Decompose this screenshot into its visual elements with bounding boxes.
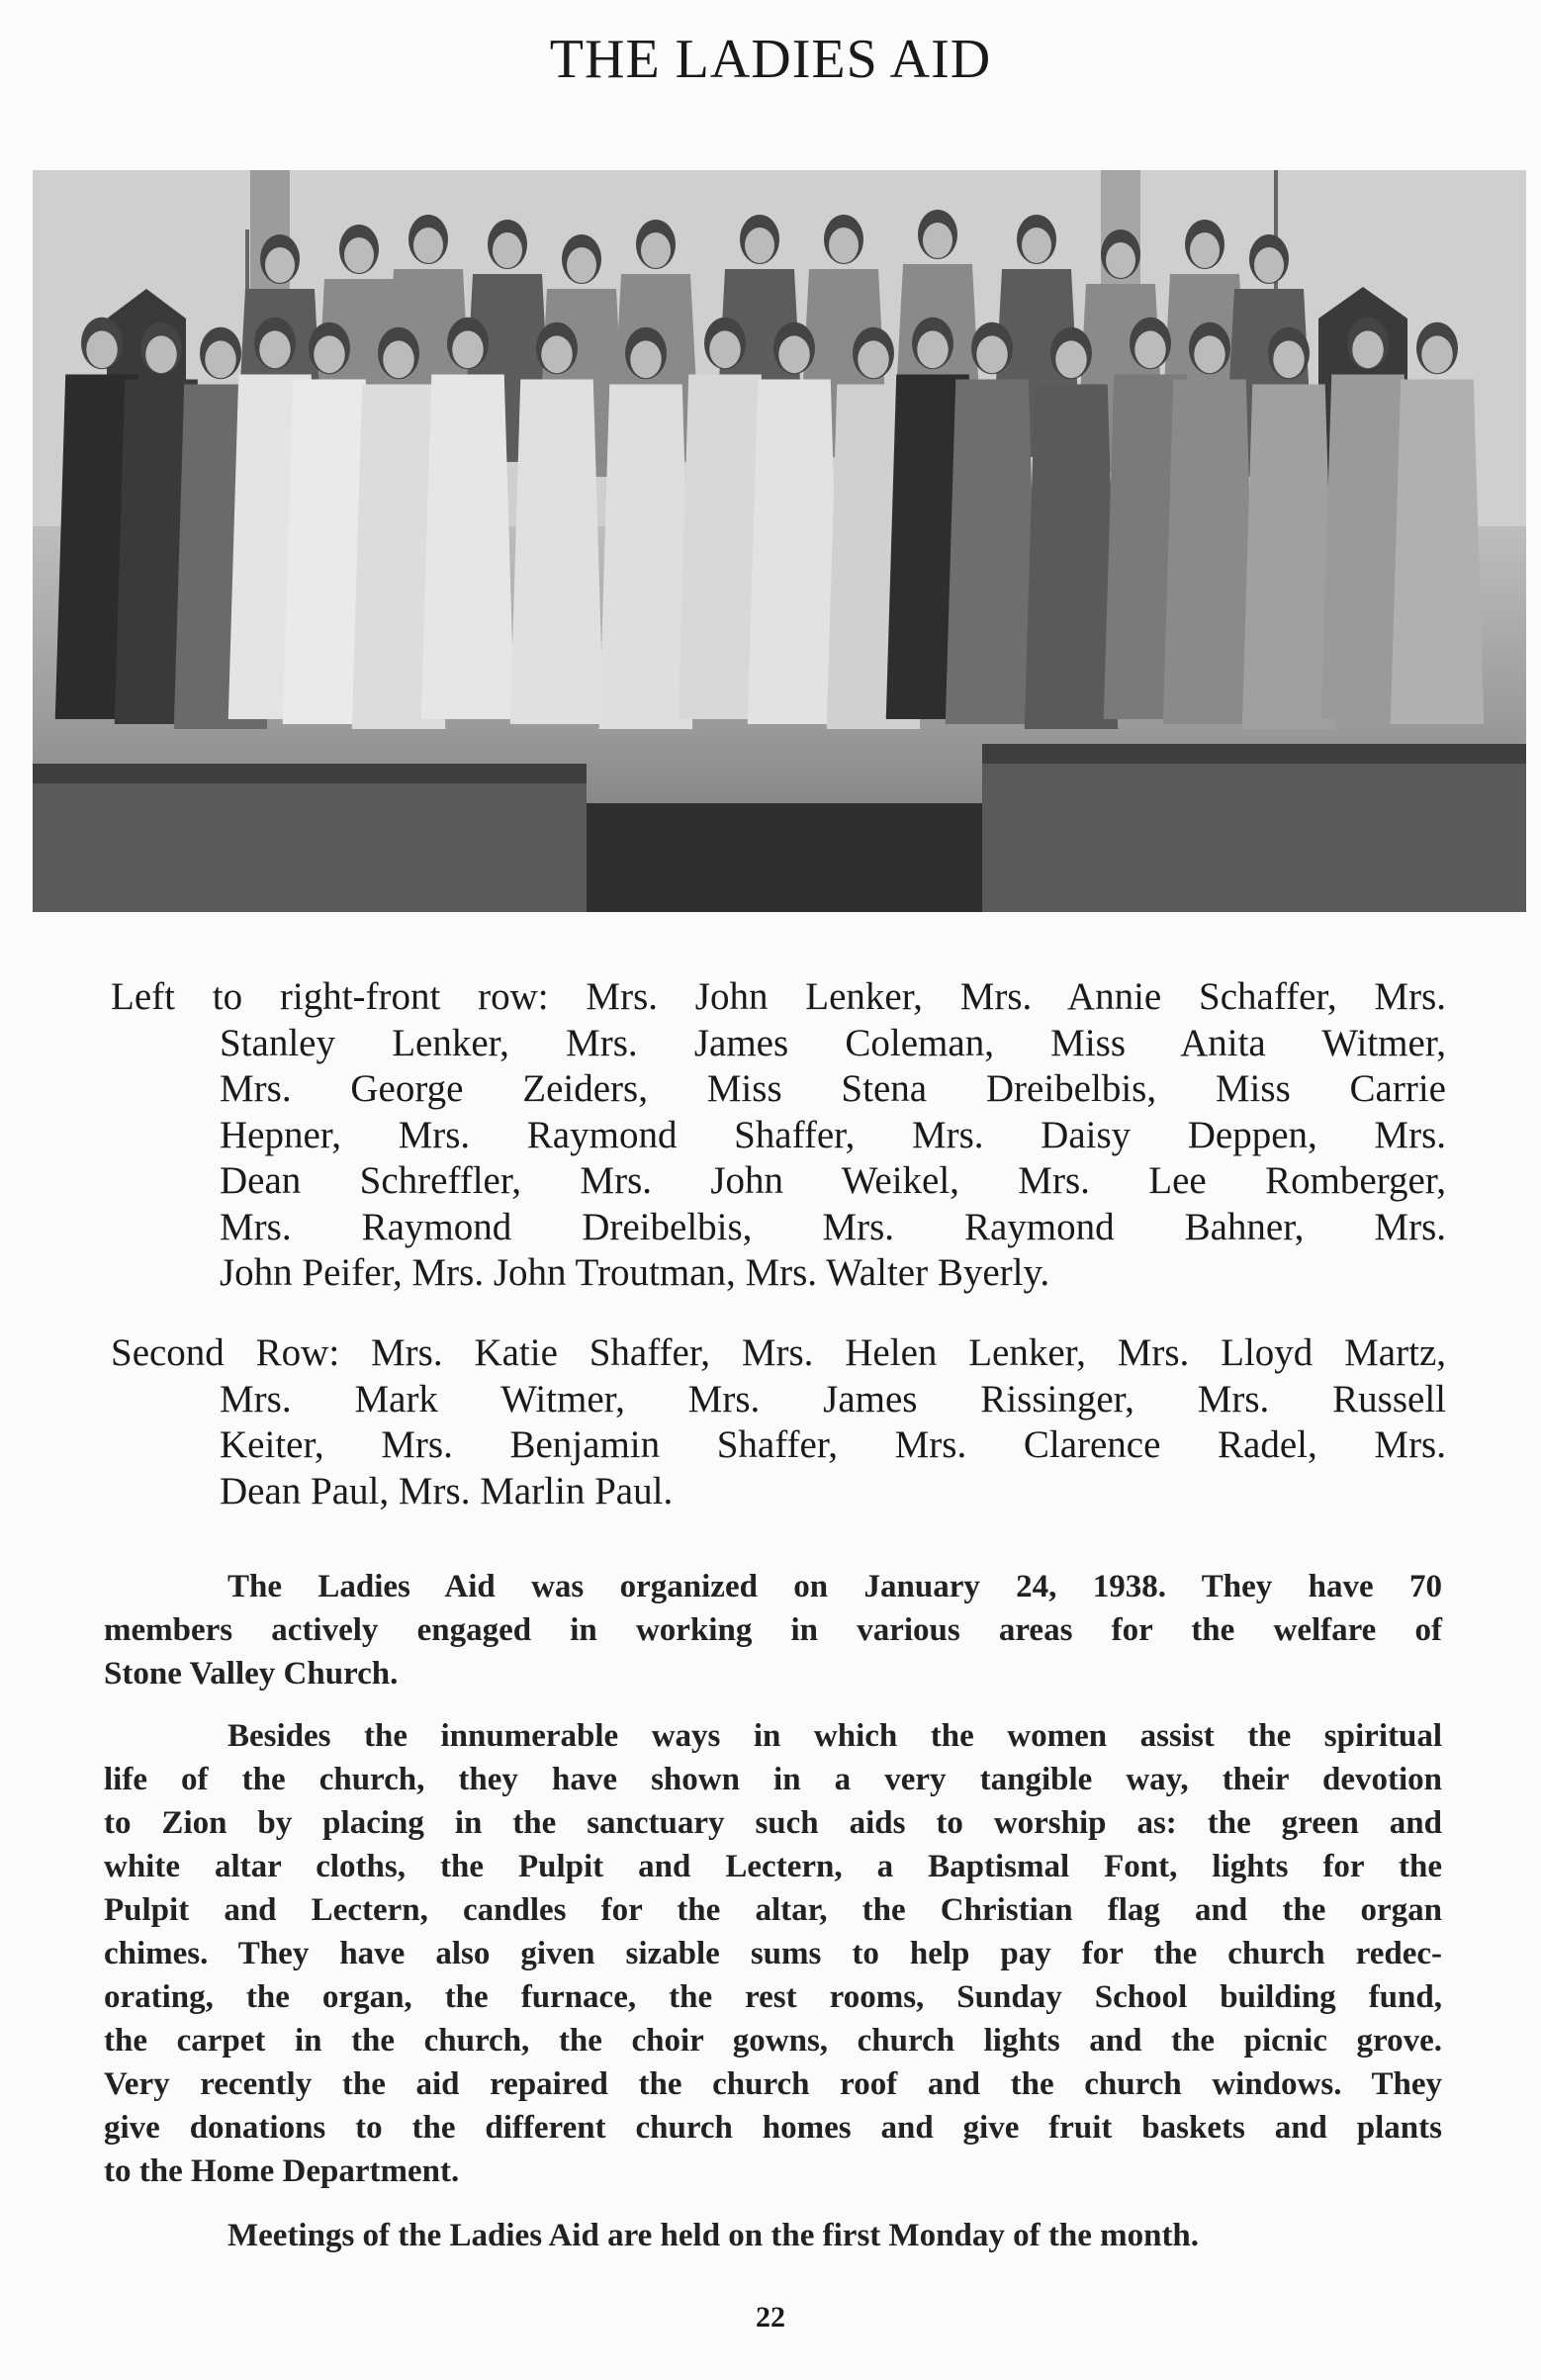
photo-figure [145,335,177,373]
photo-figure [259,330,291,368]
text-line: Stanley Lenker, Mrs. James Coleman, Miss Anita Witmer, [220,1021,1446,1064]
photo-figure [709,330,741,368]
photo-figure [413,228,443,263]
photo-figure [923,223,952,258]
photo-figure [641,232,671,268]
text-line: Mrs. George Zeiders, Miss Stena Dreibelbis, Miss Carrie [220,1067,1446,1110]
photo-figure [858,340,889,378]
text-line: Mrs. Mark Witmer, Mrs. James Rissinger, Mrs. Russell [220,1377,1446,1420]
text-line: chimes. They have also given sizable sums to help pay for the church redec- [104,1936,1442,1971]
photo-figure [599,385,693,730]
photo-figure [452,330,484,368]
text-line: John Peifer, Mrs. John Troutman, Mrs. Walter Byerly. [220,1251,1050,1294]
photo-figure [630,340,662,378]
photo-figure [1273,340,1305,378]
text-line: the carpet in the church, the choir gowns, church lights and the picnic grove. [104,2023,1442,2059]
photo-figure [383,340,414,378]
photo-figure [1352,330,1384,368]
photo-figure [917,330,949,368]
text-line: Keiter, Mrs. Benjamin Shaffer, Mrs. Clarence Radel, Mrs. [220,1423,1446,1466]
photo-figure [205,340,236,378]
text-line: to Zion by placing in the sanctuary such aids to worship as: the green and [104,1805,1442,1841]
photo-figure [265,247,295,283]
photo-figure [1421,335,1453,373]
photo-figure [86,330,118,368]
photo-figure [541,335,573,373]
text-line: Dean Paul, Mrs. Marlin Paul. [220,1469,674,1512]
text-line: Very recently the aid repaired the church roof and the church windows. They [104,2066,1442,2102]
photo-figure [976,335,1008,373]
photo-figure [567,247,596,283]
photo-figure [344,237,374,273]
caption-second-row [111,1330,1446,1514]
photo-figure [1163,380,1257,725]
photo-image [33,170,1526,912]
photo-figure [946,380,1040,725]
photo-figure [314,335,345,373]
photo-figure [1055,340,1087,378]
photo-figure [493,232,522,268]
text-line: life of the church, they have shown in a very tangible way, their devotion [104,1762,1442,1797]
paragraph-contributions [104,1714,1442,2193]
group-photograph [33,170,1526,912]
photo-figure [745,228,774,263]
text-line: Mrs. Raymond Dreibelbis, Mrs. Raymond Bahner, Mrs. [220,1205,1446,1248]
text-line: give donations to the different church homes and give fruit baskets and plants [104,2110,1442,2146]
text-line: Besides the innumerable ways in which the women assist the spiritual [227,1718,1442,1754]
text-line: Dean Schreffler, Mrs. John Weikel, Mrs. Lee Romberger, [220,1159,1446,1202]
page-number: 22 [756,2301,785,2334]
photo-figure [1242,385,1336,730]
photo-figure [421,375,515,720]
text-line: Second Row: Mrs. Katie Shaffer, Mrs. Helen Lenker, Mrs. Lloyd Martz, [111,1331,1446,1374]
photo-figure [1134,330,1166,368]
text-line: The Ladies Aid was organized on January 24, 1938. They have 70 [227,1569,1442,1604]
text-line: Hepner, Mrs. Raymond Shaffer, Mrs. Daisy Deppen, Mrs. [220,1113,1446,1156]
paragraph-meetings [104,2214,1442,2257]
text-line: orating, the organ, the furnace, the rest rooms, Sunday School building fund, [104,1979,1442,2015]
caption-front-row [111,974,1446,1297]
paragraph-organized [104,1565,1442,1695]
photo-figure [1194,335,1225,373]
photo-figure [1106,242,1135,278]
text-line: Meetings of the Ladies Aid are held on the first Monday of the month. [227,2218,1200,2253]
page-title: THE LADIES AID [549,29,992,90]
photo-figure [829,228,859,263]
text-line: to the Home Department. [104,2153,460,2189]
text-line: Pulpit and Lectern, candles for the altar, the Christian flag and the organ [104,1892,1442,1928]
photo-figure [510,380,604,725]
photo-figure [1254,247,1284,283]
text-line: Stone Valley Church. [104,1656,399,1692]
text-line: Left to right-front row: Mrs. John Lenker, Mrs. Annie Schaffer, Mrs. [111,975,1446,1018]
text-line: members actively engaged in working in various areas for the welfare of [104,1612,1442,1648]
photo-figure [1190,232,1220,268]
photo-figure [1391,380,1485,725]
photo-figure [1025,385,1119,730]
photo-figure [778,335,810,373]
photo-figure [748,380,842,725]
text-line: white altar cloths, the Pulpit and Lectern, a Baptismal Font, lights for the [104,1849,1442,1884]
photo-figure [1022,228,1051,263]
